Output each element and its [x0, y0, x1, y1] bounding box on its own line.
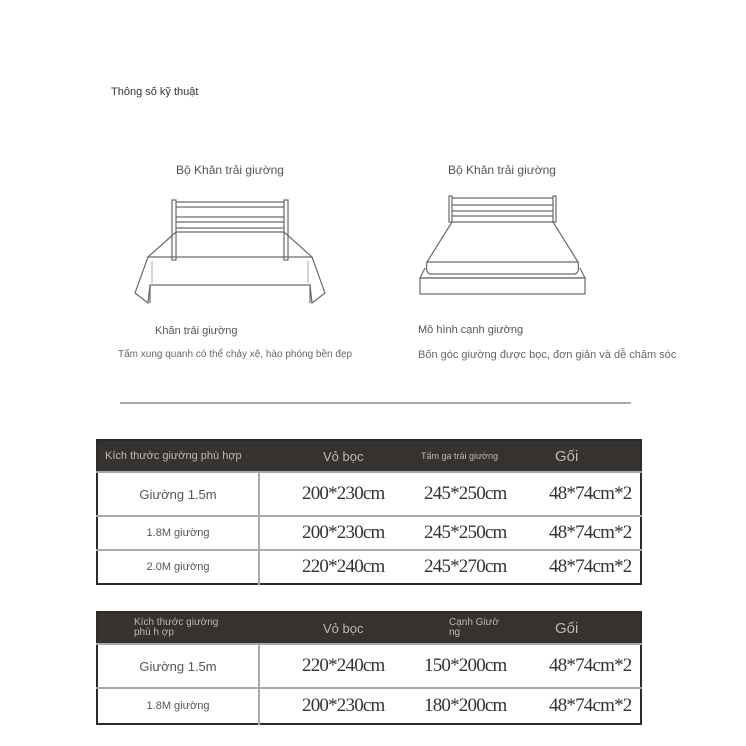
bed-fitted-sheet [372, 163, 632, 177]
col-header-bed-size: Kích thước giường phù h ợp [97, 612, 259, 644]
bed-size-cell: 2.0M giường [97, 550, 259, 584]
bed-name: Mô hình cạnh giường [418, 324, 524, 336]
bed-flat-sheet [100, 163, 360, 177]
pillow-cell: 48*74cm*2 [549, 550, 641, 584]
table-row [97, 472, 641, 516]
table-header-row [97, 440, 641, 472]
duvet-cover-cell: 200*230cm [259, 472, 419, 516]
table-row [97, 516, 641, 550]
table-row [97, 644, 641, 688]
bed-size-cell: 1.8M giường [97, 688, 259, 724]
col-header-pillow: Gối [549, 440, 641, 472]
table-row [97, 688, 641, 724]
duvet-cover-cell: 220*240cm [259, 644, 419, 688]
bed-description: Bốn góc giường được bọc, đơn giản và dễ chăm sóc [418, 349, 677, 361]
bed-sheet-cell: 245*270cm [419, 550, 549, 584]
duvet-cover-cell: 200*230cm [259, 688, 419, 724]
col-header-duvet-cover: Vỏ bọc [259, 612, 419, 644]
col-header-bed-size: Kích thước giường phù hợp [97, 440, 259, 472]
col-header-duvet-cover: Vỏ bọc [259, 440, 419, 472]
duvet-cover-cell: 220*240cm [259, 550, 419, 584]
pillow-cell: 48*74cm*2 [549, 688, 641, 724]
section-title: Thông số kỹ thuật [111, 86, 199, 98]
bed-heading: Bộ Khăn trải giường [448, 163, 556, 177]
size-table-fitted-sheet [96, 611, 642, 725]
bed-edge-cell: 150*200cm [419, 644, 549, 688]
col-header-bed-edge: Cạnh Giườ ng [419, 612, 549, 644]
bed-edge-cell: 180*200cm [419, 688, 549, 724]
bed-size-cell: 1.8M giường [97, 516, 259, 550]
col-header-bed-sheet: Tấm ga trải giường [419, 440, 549, 472]
section-divider [120, 402, 631, 404]
bed-size-cell: Giường 1.5m [97, 644, 259, 688]
bed-sheet-cell: 245*250cm [419, 472, 549, 516]
pillow-cell: 48*74cm*2 [549, 472, 641, 516]
duvet-cover-cell: 200*230cm [259, 516, 419, 550]
size-table-flat-sheet [96, 439, 642, 585]
fitted-sheet-bed-icon [415, 192, 590, 297]
pillow-cell: 48*74cm*2 [549, 516, 641, 550]
flat-sheet-bed-icon [130, 195, 330, 310]
bed-size-cell: Giường 1.5m [97, 472, 259, 516]
pillow-cell: 48*74cm*2 [549, 644, 641, 688]
bed-heading: Bộ Khăn trải giường [176, 163, 284, 177]
bed-name: Khăn trải giường [155, 325, 238, 337]
table-header-row [97, 612, 641, 644]
table-row [97, 550, 641, 584]
bed-sheet-cell: 245*250cm [419, 516, 549, 550]
col-header-pillow: Gối [549, 612, 641, 644]
bed-description: Tấm xung quanh có thể chảy xệ, hào phóng bền đẹp [118, 349, 353, 360]
